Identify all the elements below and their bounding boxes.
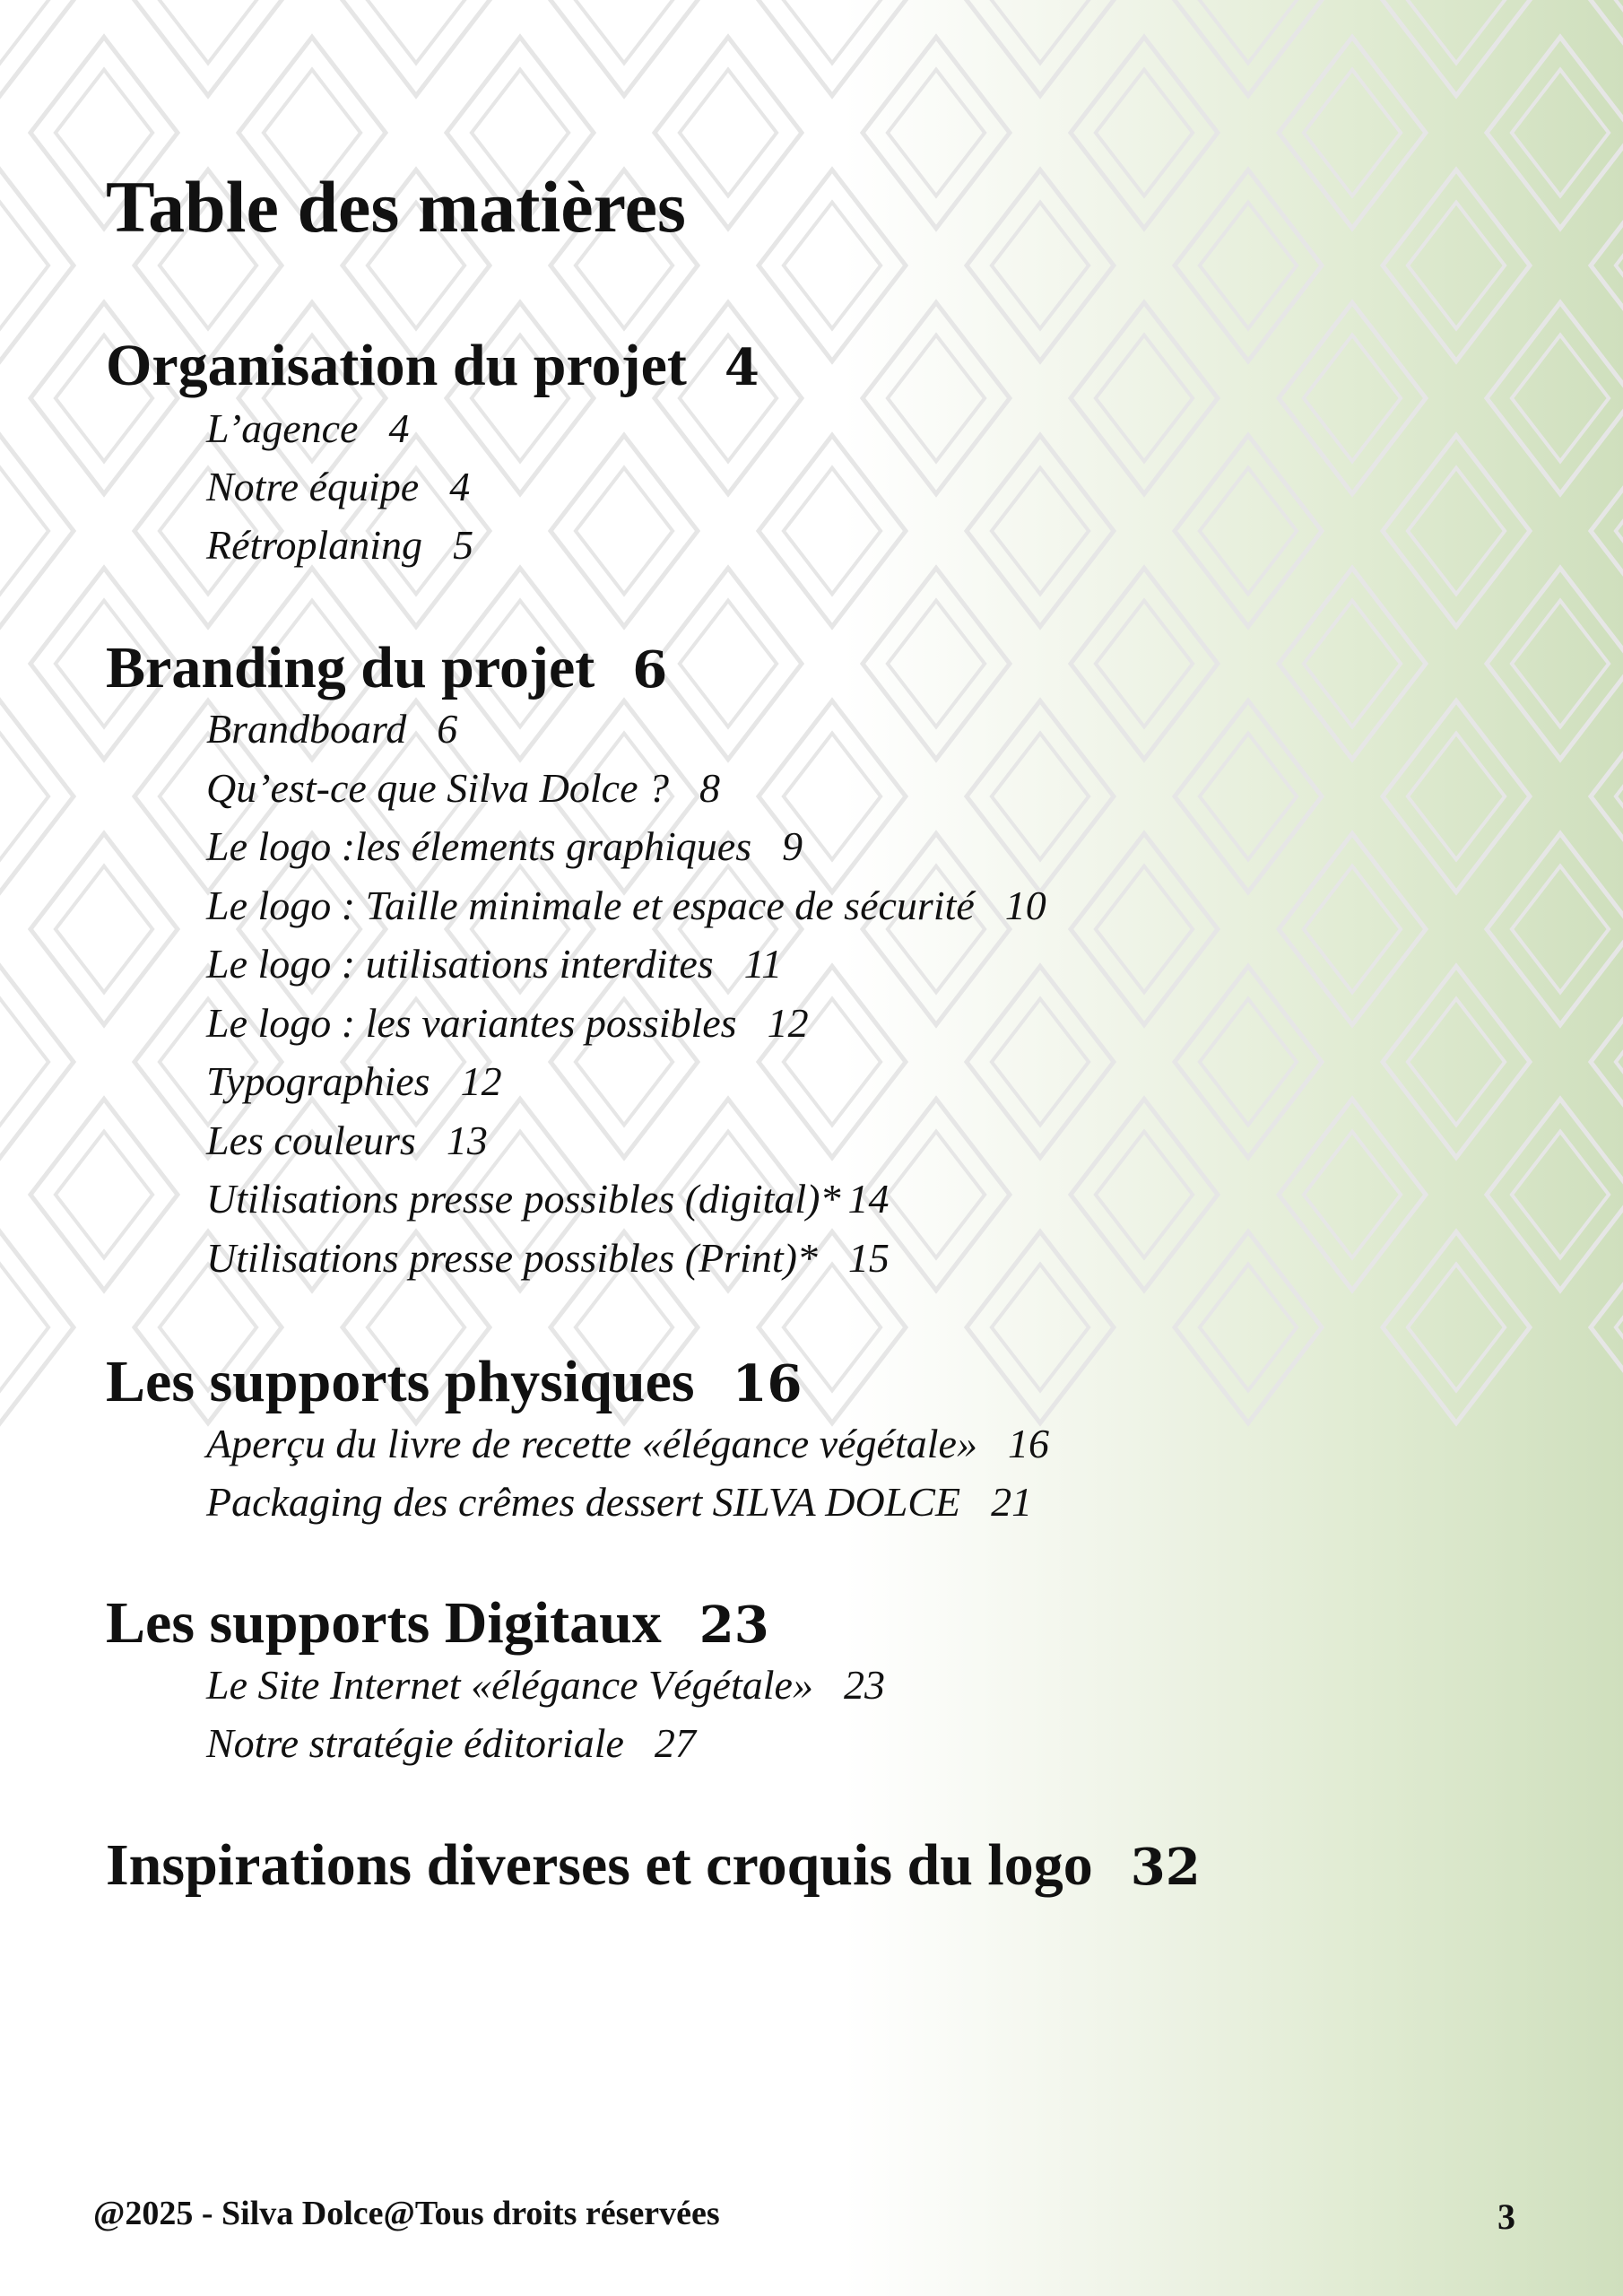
pattern-diamond-inner — [1200, 1265, 1297, 1391]
entry-label: Le logo : les variantes possibles — [206, 1000, 737, 1046]
pattern-diamond-inner — [1408, 203, 1505, 329]
pattern-diamond-inner — [992, 203, 1089, 329]
pattern-diamond — [863, 568, 1010, 759]
entry-page-number: 27 — [654, 1720, 696, 1766]
entry-label: Les couleurs — [206, 1118, 416, 1163]
pattern-diamond — [1591, 170, 1623, 361]
pattern-diamond — [759, 170, 906, 361]
pattern-diamond — [0, 435, 74, 626]
pattern-diamond — [1071, 302, 1218, 493]
pattern-diamond-inner — [1096, 601, 1193, 727]
toc-entry[interactable] — [206, 1662, 885, 1708]
entry-page-number: 9 — [782, 823, 803, 869]
pattern-diamond — [1487, 302, 1623, 493]
toc-entry[interactable] — [206, 765, 721, 811]
section-heading-supports-digitaux[interactable] — [106, 1590, 769, 1656]
pattern-diamond-inner — [1408, 999, 1505, 1126]
section-heading-supports-physiques[interactable] — [106, 1349, 803, 1414]
entry-label: Notre stratégie éditoriale — [206, 1720, 624, 1766]
entry-label: Le Site Internet «élégance Végétale» — [206, 1662, 813, 1708]
pattern-diamond-inner — [56, 866, 152, 993]
pattern-diamond-inner — [888, 335, 985, 462]
pattern-diamond-inner — [1304, 1132, 1401, 1258]
pattern-diamond-inner — [1408, 1265, 1505, 1391]
pattern-diamond — [1175, 966, 1322, 1157]
entry-label: Aperçu du livre de recette «élégance végétale» — [206, 1421, 977, 1466]
pattern-diamond-inner — [1096, 335, 1193, 462]
pattern-diamond — [1071, 568, 1218, 759]
pattern-diamond — [1487, 568, 1623, 759]
pattern-diamond — [1279, 1099, 1426, 1290]
pattern-diamond — [1383, 700, 1530, 891]
entry-label: Rétroplaning — [206, 522, 423, 568]
entry-page-number: 13 — [446, 1118, 488, 1163]
pattern-diamond — [759, 0, 906, 96]
pattern-diamond-inner — [1408, 468, 1505, 595]
pattern-diamond — [1591, 700, 1623, 891]
pattern-diamond — [1383, 0, 1530, 96]
pattern-diamond — [967, 170, 1114, 361]
pattern-diamond — [1383, 170, 1530, 361]
pattern-diamond — [863, 833, 1010, 1024]
toc-entry[interactable] — [206, 1423, 1049, 1465]
pattern-diamond — [1175, 0, 1322, 96]
pattern-diamond-inner — [1200, 203, 1297, 329]
pattern-diamond-inner — [1304, 70, 1401, 196]
pattern-diamond-inner — [680, 70, 777, 196]
pattern-diamond — [1071, 833, 1218, 1024]
entry-label: Typographies — [206, 1058, 430, 1104]
toc-entry[interactable] — [206, 1120, 488, 1161]
pattern-diamond — [967, 435, 1114, 626]
pattern-diamond-inner — [992, 999, 1089, 1126]
section-title: Branding du projet — [106, 635, 595, 700]
pattern-diamond-inner — [1512, 601, 1609, 727]
section-title: Organisation du projet — [106, 333, 687, 398]
entry-label: L’agence — [206, 405, 359, 451]
footer-copyright: @2025 - Silva Dolce@Tous droits réservées — [93, 2195, 720, 2232]
pattern-diamond — [1487, 833, 1623, 1024]
pattern-diamond-inner — [680, 601, 777, 727]
toc-entry[interactable] — [206, 1235, 890, 1281]
pattern-diamond-inner — [1200, 468, 1297, 595]
pattern-diamond — [0, 966, 74, 1157]
toc-entry[interactable] — [206, 405, 410, 451]
section-title: Les supports physiques — [106, 1349, 695, 1414]
page-title: Table des matières — [106, 166, 686, 248]
pattern-diamond-inner — [1304, 601, 1401, 727]
pattern-diamond-inner — [1200, 734, 1297, 860]
pattern-diamond — [30, 1099, 178, 1290]
entry-label: Utilisations presse possibles (Print)* — [206, 1235, 818, 1281]
pattern-diamond — [655, 568, 802, 759]
pattern-diamond-inner — [1096, 1132, 1193, 1258]
toc-entry[interactable] — [206, 1720, 696, 1766]
entry-page-number: 16 — [1007, 1421, 1049, 1466]
entry-page-number: 10 — [1004, 883, 1046, 928]
pattern-diamond — [1591, 966, 1623, 1157]
pattern-diamond — [1383, 1231, 1530, 1422]
pattern-diamond — [1071, 1099, 1218, 1290]
pattern-diamond — [967, 700, 1114, 891]
pattern-diamond — [1591, 435, 1623, 626]
pattern-diamond-inner — [888, 1132, 985, 1258]
entry-page-number: 6 — [437, 706, 458, 752]
pattern-diamond — [967, 1231, 1114, 1422]
pattern-diamond — [863, 37, 1010, 228]
pattern-diamond-inner — [1200, 999, 1297, 1126]
entry-page-number: 12 — [767, 1000, 809, 1046]
entry-page-number: 11 — [743, 941, 783, 987]
entry-page-number: 15 — [847, 1235, 890, 1281]
pattern-diamond — [1175, 1231, 1322, 1422]
entry-page-number: 4 — [449, 464, 471, 509]
footer-page-number: 3 — [1497, 2196, 1515, 2237]
entry-label: Utilisations presse possibles (digital)* — [206, 1176, 841, 1222]
entry-label: Le logo :les élements graphiques — [206, 823, 752, 869]
toc-entry[interactable] — [206, 823, 803, 869]
pattern-diamond-inner — [992, 468, 1089, 595]
pattern-diamond-inner — [1304, 335, 1401, 462]
entry-page-number: 4 — [388, 405, 410, 451]
pattern-diamond-inner — [1512, 866, 1609, 993]
pattern-diamond — [551, 435, 698, 626]
pattern-diamond — [0, 170, 74, 361]
pattern-diamond-inner — [784, 203, 881, 329]
pattern-diamond — [1175, 435, 1322, 626]
pattern-diamond — [551, 966, 698, 1157]
pattern-diamond — [30, 833, 178, 1024]
entry-page-number: 21 — [991, 1479, 1033, 1525]
pattern-diamond-inner — [576, 468, 673, 595]
pattern-diamond-inner — [1096, 70, 1193, 196]
pattern-diamond-inner — [1512, 335, 1609, 462]
toc-entry[interactable] — [206, 522, 474, 568]
toc-entry[interactable] — [206, 1058, 502, 1104]
pattern-diamond-inner — [784, 468, 881, 595]
pattern-diamond — [759, 966, 906, 1157]
pattern-diamond — [1279, 37, 1426, 228]
section-page-number: 16 — [732, 1354, 803, 1413]
pattern-diamond-inner — [0, 0, 48, 63]
pattern-diamond-inner — [1304, 866, 1401, 993]
pattern-diamond — [1487, 37, 1623, 228]
section-page-number: 32 — [1130, 1838, 1201, 1897]
pattern-diamond — [1383, 966, 1530, 1157]
entry-label: Notre équipe — [206, 464, 420, 509]
entry-label: Le logo : utilisations interdites — [206, 941, 714, 987]
pattern-diamond — [0, 1231, 74, 1422]
section-heading-organisation[interactable] — [106, 333, 759, 398]
pattern-diamond-inner — [992, 1265, 1089, 1391]
pattern-diamond — [0, 700, 74, 891]
pattern-diamond — [1591, 1231, 1623, 1422]
toc-entry[interactable] — [206, 941, 783, 987]
pattern-diamond-inner — [56, 1132, 152, 1258]
pattern-diamond-inner — [888, 70, 985, 196]
section-title: Inspirations diverses et croquis du logo — [106, 1832, 1093, 1898]
pattern-diamond-inner — [1408, 734, 1505, 860]
pattern-diamond — [967, 966, 1114, 1157]
pattern-diamond — [1279, 833, 1426, 1024]
toc-entry[interactable] — [206, 706, 458, 752]
entry-page-number: 23 — [843, 1662, 885, 1708]
toc-entry[interactable] — [206, 1000, 809, 1046]
pattern-diamond — [1175, 170, 1322, 361]
pattern-diamond — [1071, 37, 1218, 228]
section-heading-inspirations[interactable] — [106, 1832, 1201, 1898]
pattern-diamond — [1383, 435, 1530, 626]
pattern-diamond-inner — [992, 734, 1089, 860]
pattern-diamond-inner — [888, 601, 985, 727]
pattern-diamond-inner — [1512, 70, 1609, 196]
pattern-diamond — [30, 302, 178, 493]
pattern-diamond — [1279, 302, 1426, 493]
pattern-diamond-inner — [1512, 1132, 1609, 1258]
entry-page-number: 5 — [453, 522, 474, 568]
pattern-diamond — [1175, 700, 1322, 891]
toc-entry[interactable] — [206, 1479, 1033, 1525]
section-page-number: 6 — [632, 640, 668, 700]
entry-label: Packaging des crêmes dessert SILVA DOLCE — [206, 1479, 961, 1525]
section-heading-branding[interactable] — [106, 635, 668, 700]
entry-label: Le logo : Taille minimale et espace de sécurité — [206, 883, 975, 928]
pattern-diamond — [967, 0, 1114, 96]
pattern-diamond — [135, 0, 282, 96]
section-page-number: 4 — [724, 338, 759, 397]
pattern-diamond-inner — [1096, 866, 1193, 993]
pattern-diamond — [863, 302, 1010, 493]
pattern-diamond — [759, 435, 906, 626]
entry-label: Brandboard — [206, 706, 407, 752]
pattern-diamond — [1279, 568, 1426, 759]
toc-entry[interactable] — [206, 885, 1046, 926]
entry-page-number: 8 — [699, 765, 721, 811]
toc-entry[interactable] — [206, 1178, 889, 1220]
toc-entry[interactable] — [206, 466, 470, 508]
entry-page-number: 12 — [460, 1058, 502, 1104]
pattern-diamond — [343, 0, 490, 96]
section-title: Les supports Digitaux — [106, 1590, 662, 1656]
pattern-diamond — [551, 0, 698, 96]
entry-label: Qu’est-ce que Silva Dolce ? — [206, 765, 670, 811]
pattern-diamond — [655, 302, 802, 493]
entry-page-number: 14 — [847, 1176, 890, 1222]
pattern-diamond — [1487, 1099, 1623, 1290]
section-page-number: 23 — [699, 1596, 769, 1655]
